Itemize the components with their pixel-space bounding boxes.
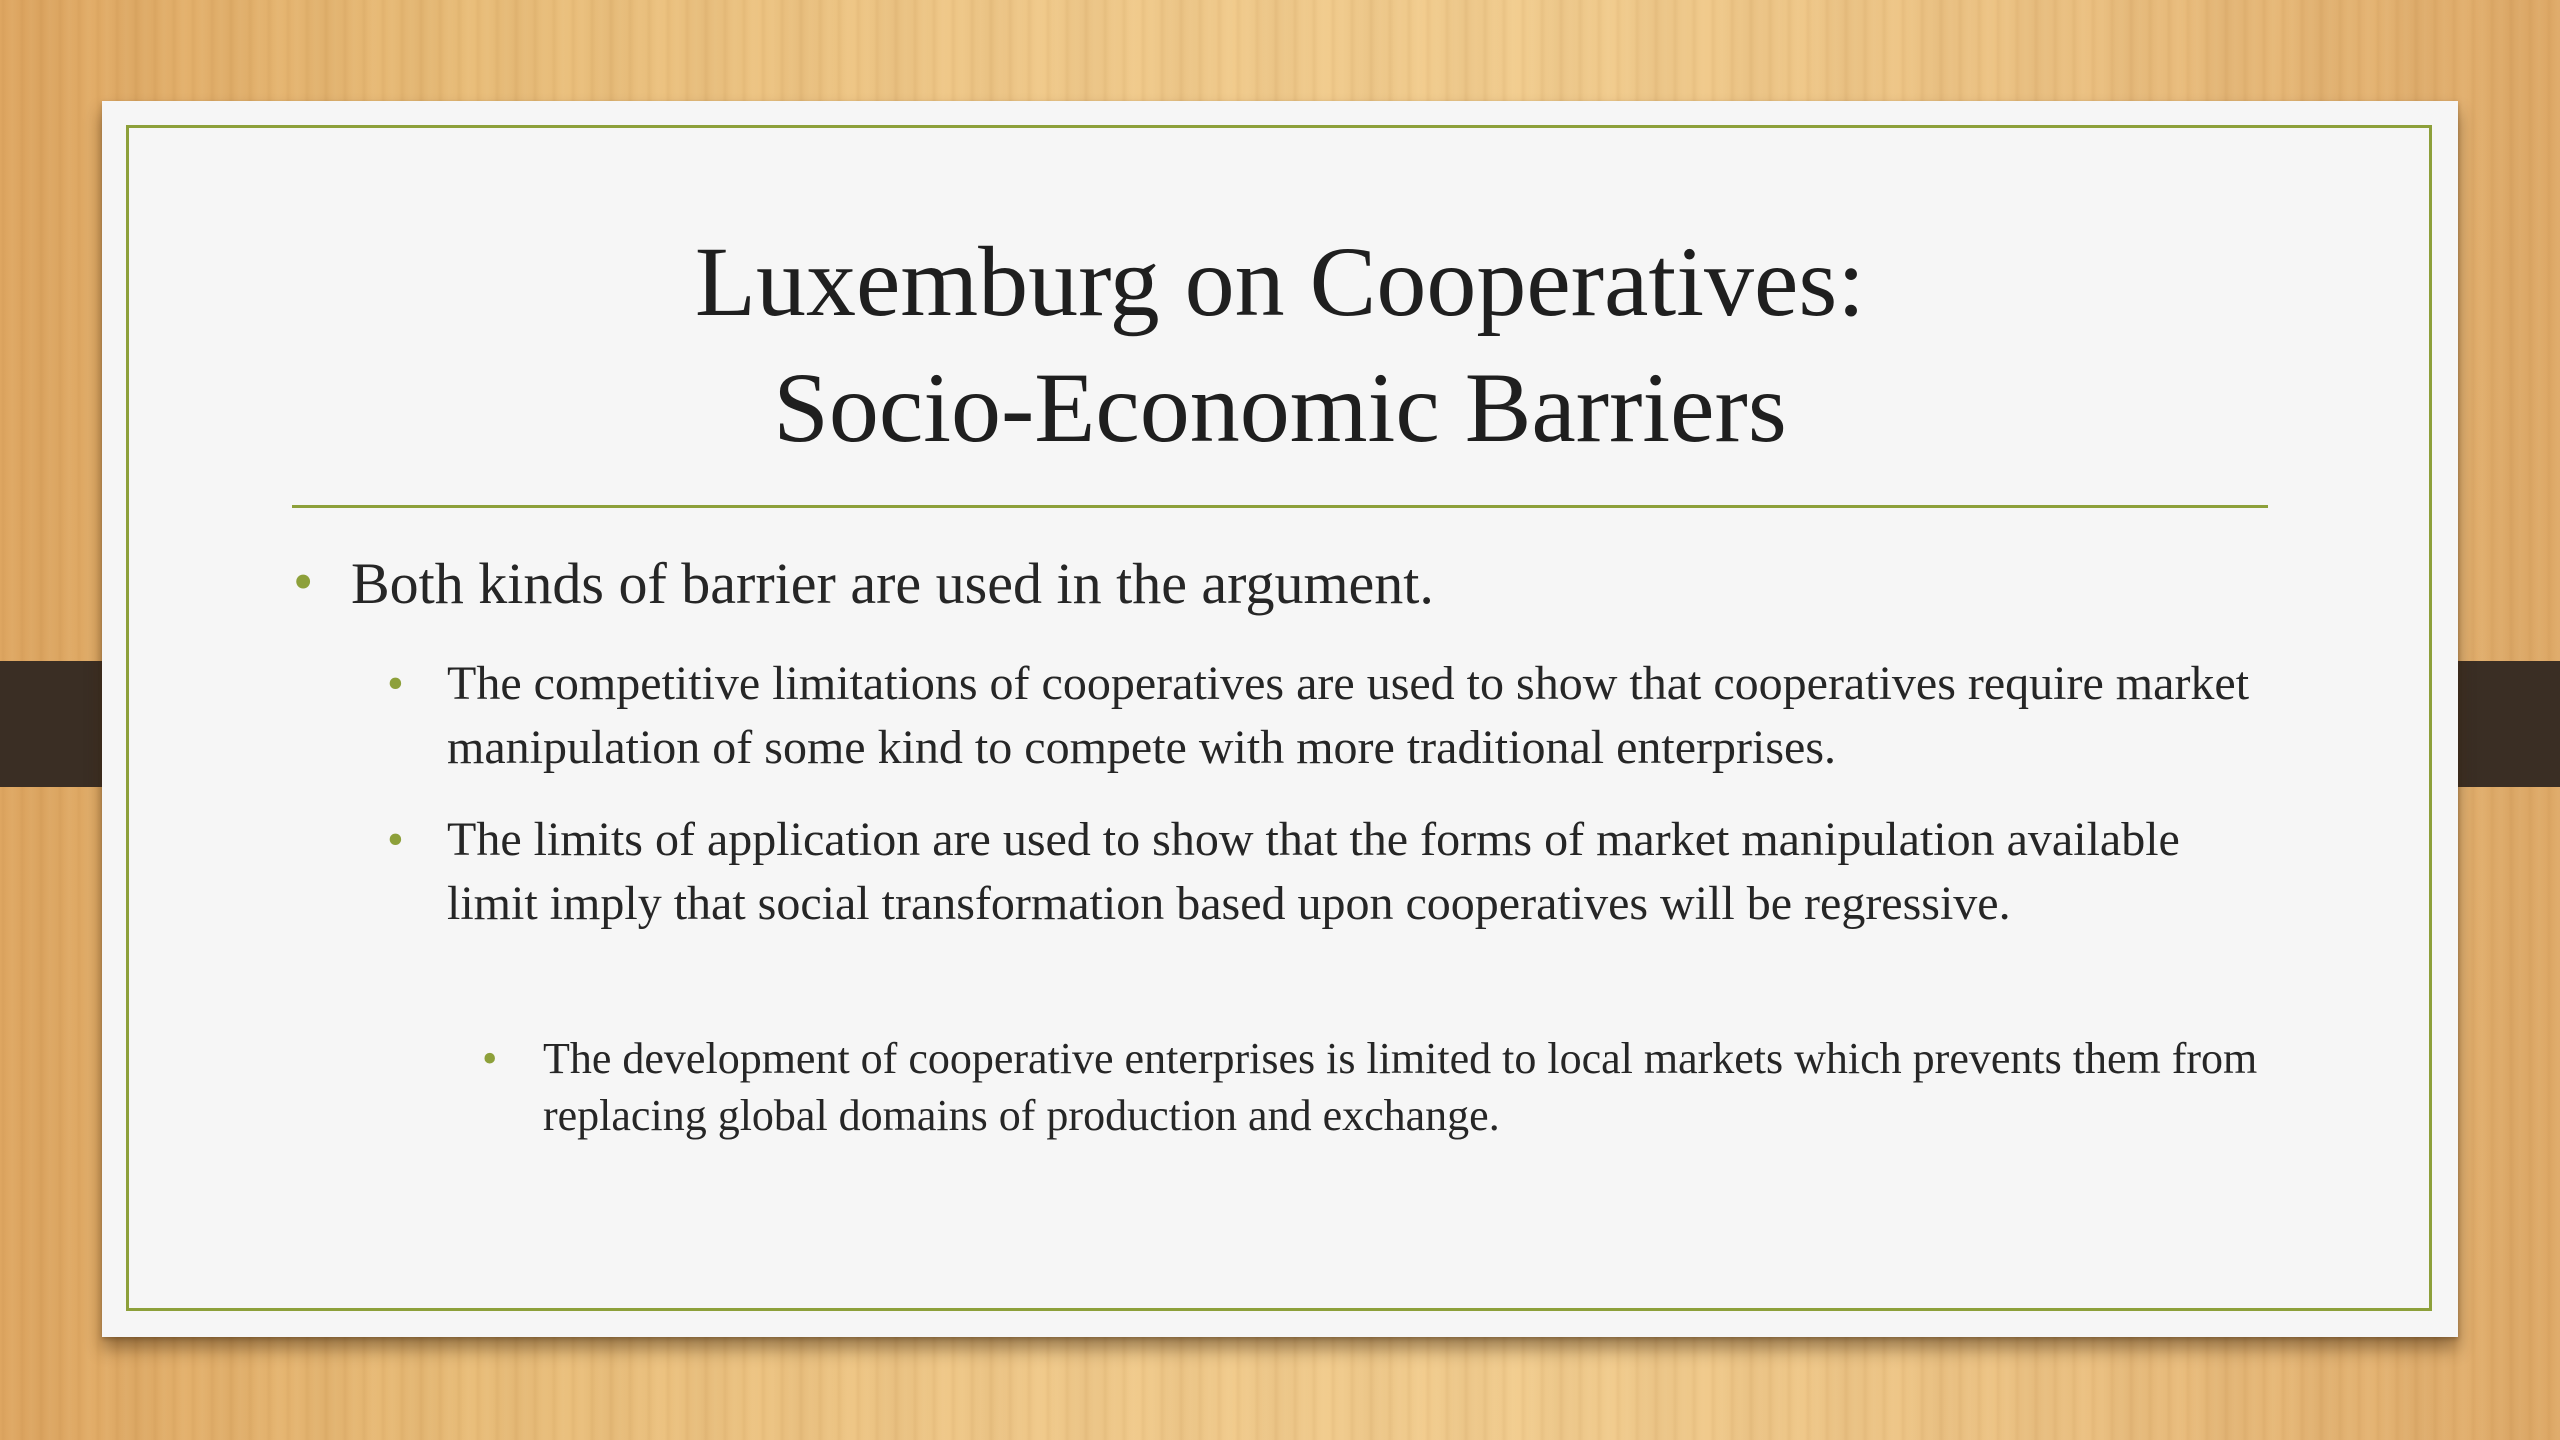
slide-title-line-2: Socio-Economic Barriers bbox=[773, 352, 1787, 463]
bullet-level-1: Both kinds of barrier are used in the argument. bbox=[351, 551, 1434, 616]
bullet-icon: • bbox=[482, 1034, 498, 1083]
title-divider bbox=[292, 505, 2268, 508]
bullet-icon: • bbox=[387, 813, 404, 866]
bullet-level-2: The limits of application are used to show that the forms of market manipulation available limit imply that social transformation based upon cooperatives will be regressive. bbox=[447, 813, 2180, 930]
bullet-level-3: The development of cooperative enterprises is limited to local markets which prevents them from replacing global domains of production and exchange. bbox=[543, 1034, 2258, 1140]
slide-title-line-1: Luxemburg on Cooperatives: bbox=[694, 226, 1866, 337]
bullet-icon: • bbox=[293, 549, 314, 614]
bullet-level-2: The competitive limitations of cooperatives are used to show that cooperatives require market manipulation of some kind to compete with more traditional enterprises. bbox=[447, 657, 2250, 774]
bullet-icon: • bbox=[387, 657, 404, 710]
